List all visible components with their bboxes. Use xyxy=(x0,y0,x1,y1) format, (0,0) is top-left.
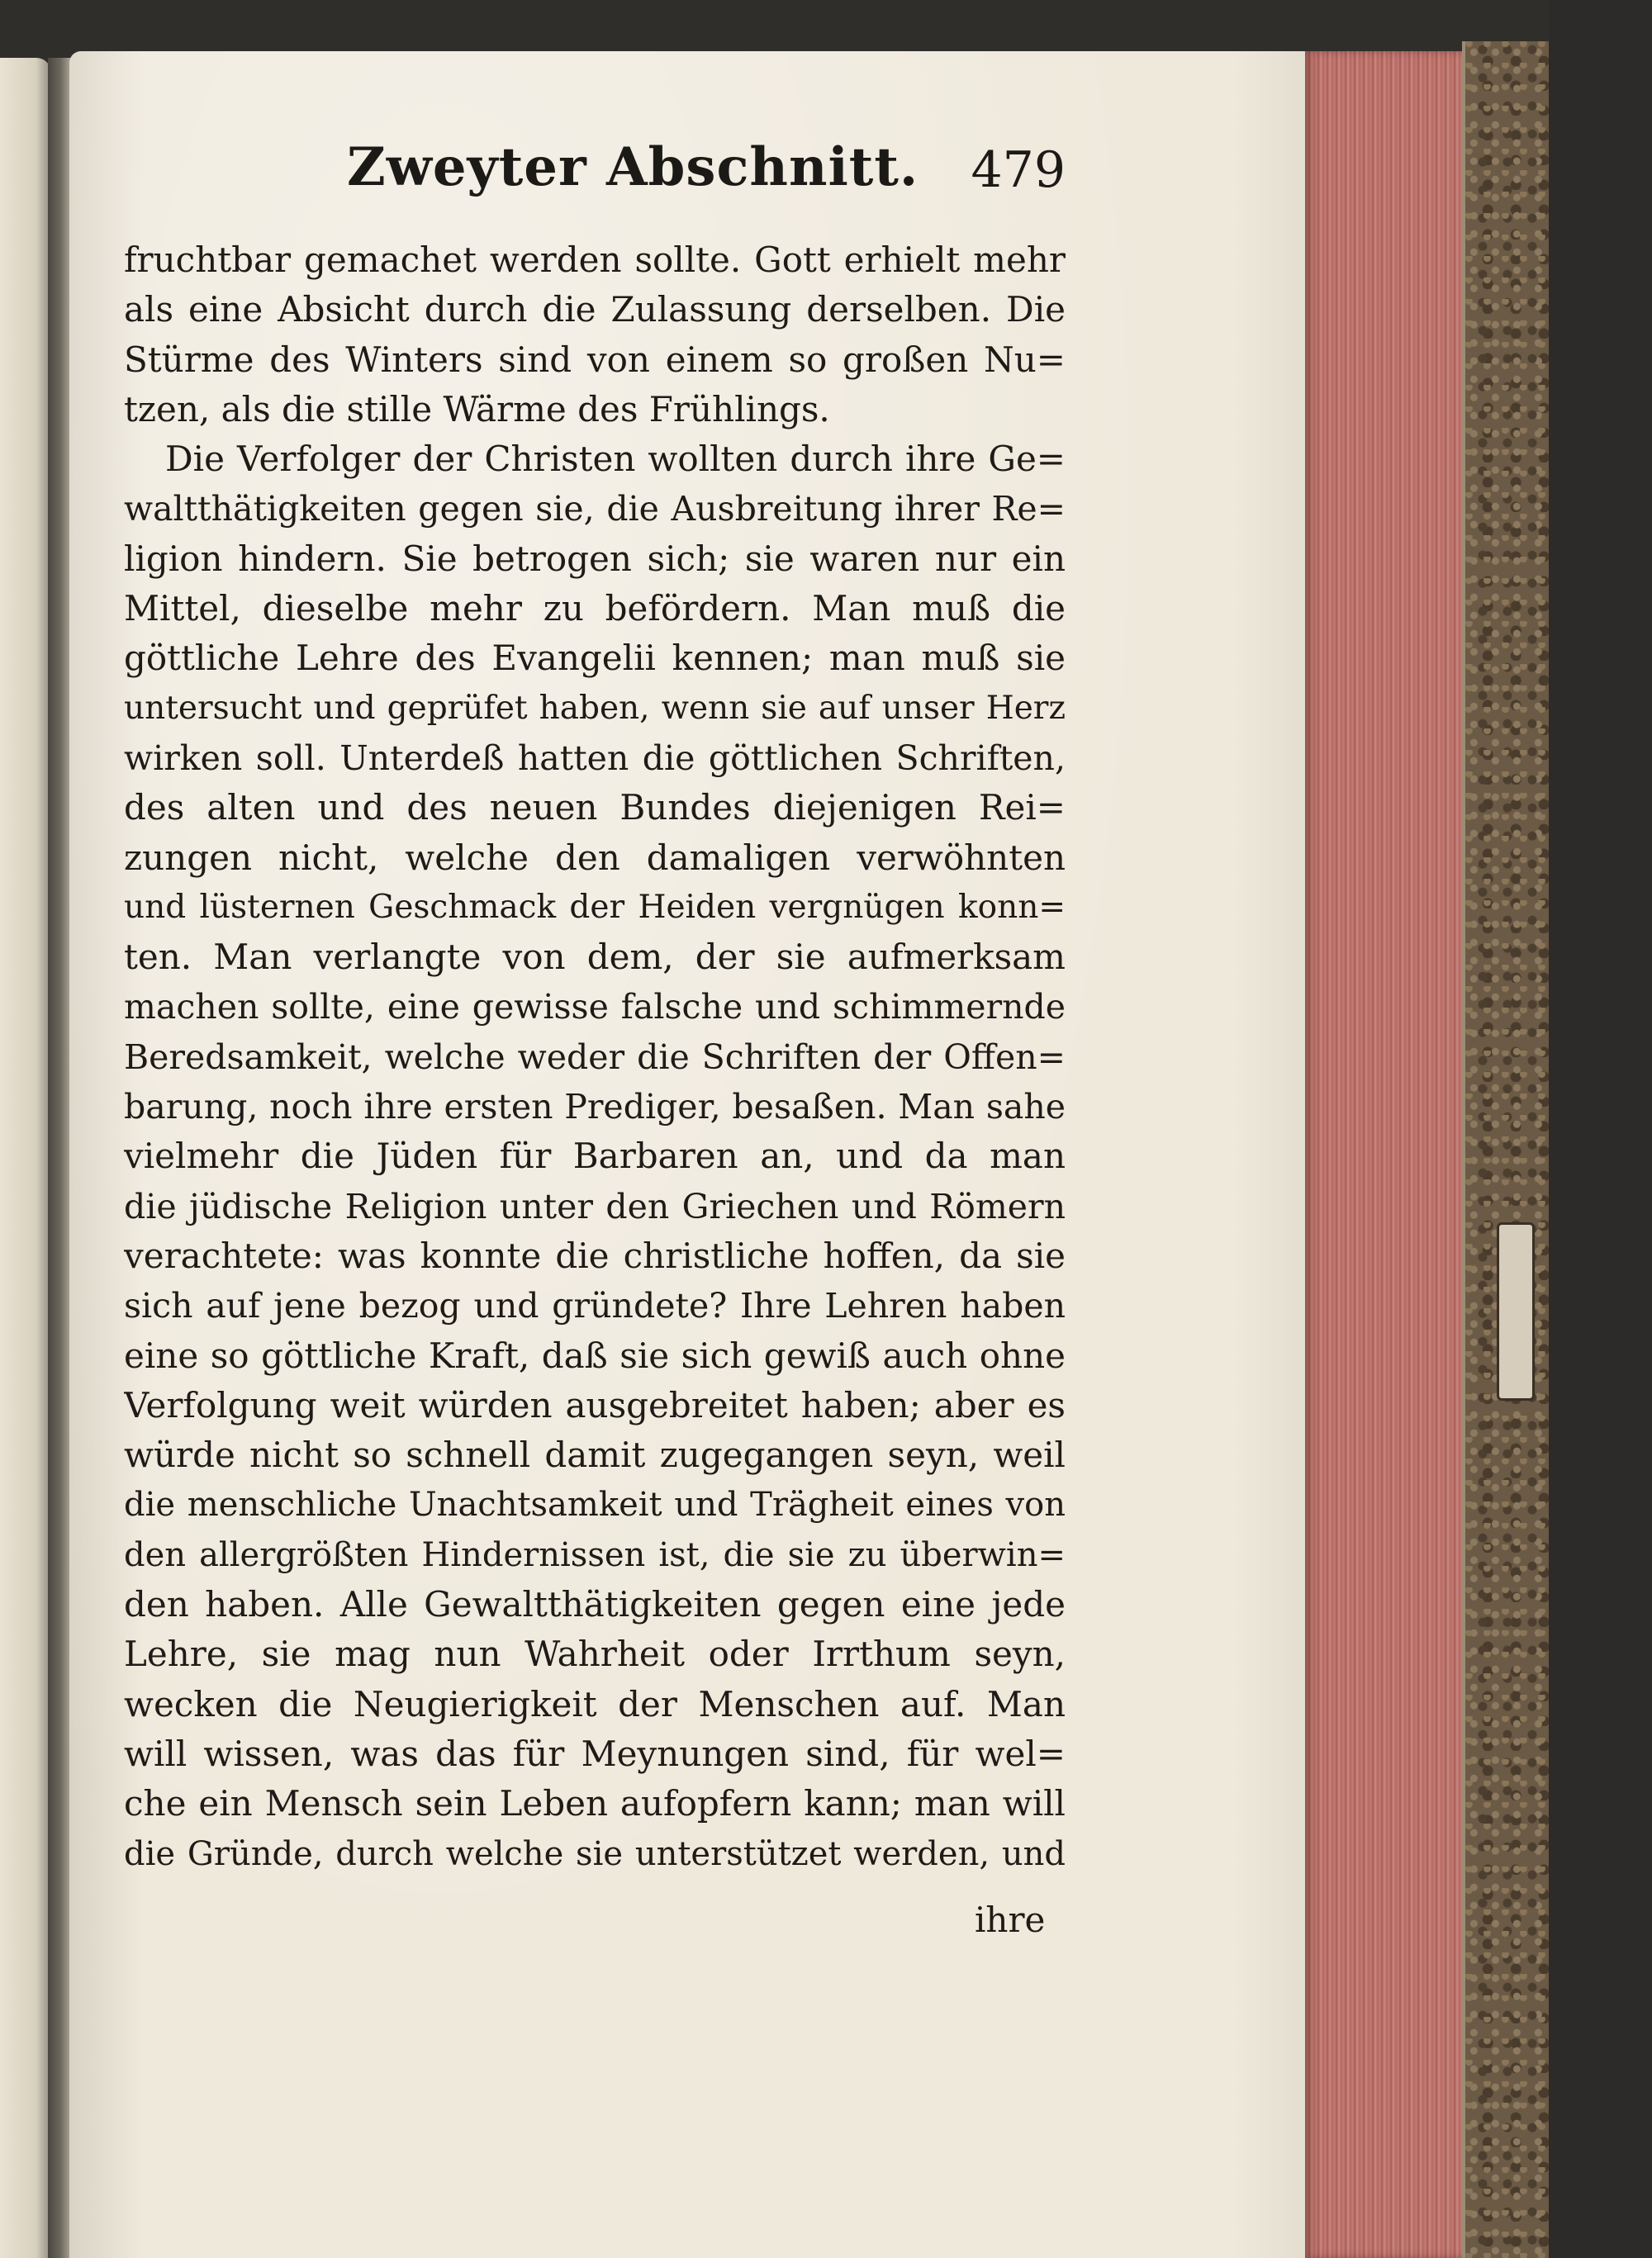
text-line: die jüdische Religion unter den Griechen und Römern xyxy=(124,1186,1066,1226)
text-line: wirken soll. Unterdeß hatten die göttlichen Schriften, xyxy=(124,738,1066,778)
text-line: Mittel, dieselbe mehr zu befördern. Man muß die xyxy=(124,588,1066,629)
text-line: untersucht und geprüfet haben, wenn sie auf unser Herz xyxy=(124,689,1066,727)
text-line: ten. Man verlangte von dem, der sie aufmerksam xyxy=(124,937,1066,978)
cover-clasp xyxy=(1497,1222,1535,1401)
text-line: eine so göttliche Kraft, daß sie sich gewiß auch ohne xyxy=(124,1335,1066,1376)
text-line: Die Verfolger der Christen wollten durch ihre Ge= xyxy=(165,439,1066,480)
text-line: göttliche Lehre des Evangelii kennen; man muß sie xyxy=(124,638,1066,679)
text-line: würde nicht so schnell damit zugegangen seyn, weil xyxy=(124,1435,1066,1476)
text-line: fruchtbar gemachet werden sollte. Gott erhielt mehr xyxy=(124,240,1066,280)
text-line: vielmehr die Jüden für Barbaren an, und da man xyxy=(124,1136,1066,1177)
facing-page-edge xyxy=(0,58,51,2258)
page-header xyxy=(347,136,1066,211)
text-line: die Gründe, durch welche sie unterstützet werden, und xyxy=(124,1834,1066,1873)
text-line: die menschliche Unachtsamkeit und Trägheit eines von xyxy=(124,1486,1066,1525)
text-line: machen sollte, eine gewisse falsche und schimmernde xyxy=(124,987,1066,1027)
scan-background-right xyxy=(1549,0,1652,2258)
text-line: des alten und des neuen Bundes diejenigen Rei= xyxy=(124,787,1066,828)
text-line: verachtete: was konnte die christliche hoffen, da sie xyxy=(124,1235,1066,1276)
text-line: Beredsamkeit, welche weder die Schriften der Offen= xyxy=(124,1036,1066,1077)
catchword: ihre xyxy=(975,1900,1046,1940)
text-line: barung, noch ihre ersten Prediger, besaßen. Man sahe xyxy=(124,1087,1066,1127)
text-line: Verfolgung weit würden ausgebreitet haben; aber es xyxy=(124,1384,1066,1425)
text-line: sich auf jene bezog und gründete? Ihre Lehren haben xyxy=(124,1286,1066,1326)
text-line: Stürme des Winters sind von einem so großen Nu= xyxy=(124,339,1066,380)
text-line: che ein Mensch sein Leben aufopfern kann; man will xyxy=(124,1783,1066,1824)
body-text xyxy=(124,235,1066,1879)
text-line: waltthätigkeiten gegen sie, die Ausbreitung ihrer Re= xyxy=(124,489,1066,529)
text-line: tzen, als die stille Wärme des Frühlings. xyxy=(124,388,830,429)
text-line: will wissen, was das für Meynungen sind, für wel= xyxy=(124,1733,1066,1774)
text-line: den haben. Alle Gewaltthätigkeiten gegen eine jede xyxy=(124,1584,1066,1625)
text-line: und lüsternen Geschmack der Heiden vergnügen konn= xyxy=(124,888,1066,926)
text-line: zungen nicht, welche den damaligen verwöhnten xyxy=(124,837,1066,878)
text-line: als eine Absicht durch die Zulassung derselben. Die xyxy=(124,289,1066,330)
text-line: ligion hindern. Sie betrogen sich; sie waren nur ein xyxy=(124,538,1066,579)
book-cover-board xyxy=(1462,41,1552,2258)
running-head: Zweyter Abschnitt. xyxy=(347,136,919,198)
page-fore-edge xyxy=(1305,51,1470,2258)
text-line: den allergrößten Hindernissen ist, die sie zu überwin= xyxy=(124,1535,1066,1574)
text-line: wecken die Neugierigkeit der Menschen auf. Man xyxy=(124,1683,1066,1724)
page-number: 479 xyxy=(971,141,1066,199)
text-line: Lehre, sie mag nun Wahrheit oder Irrthum seyn, xyxy=(124,1634,1066,1675)
